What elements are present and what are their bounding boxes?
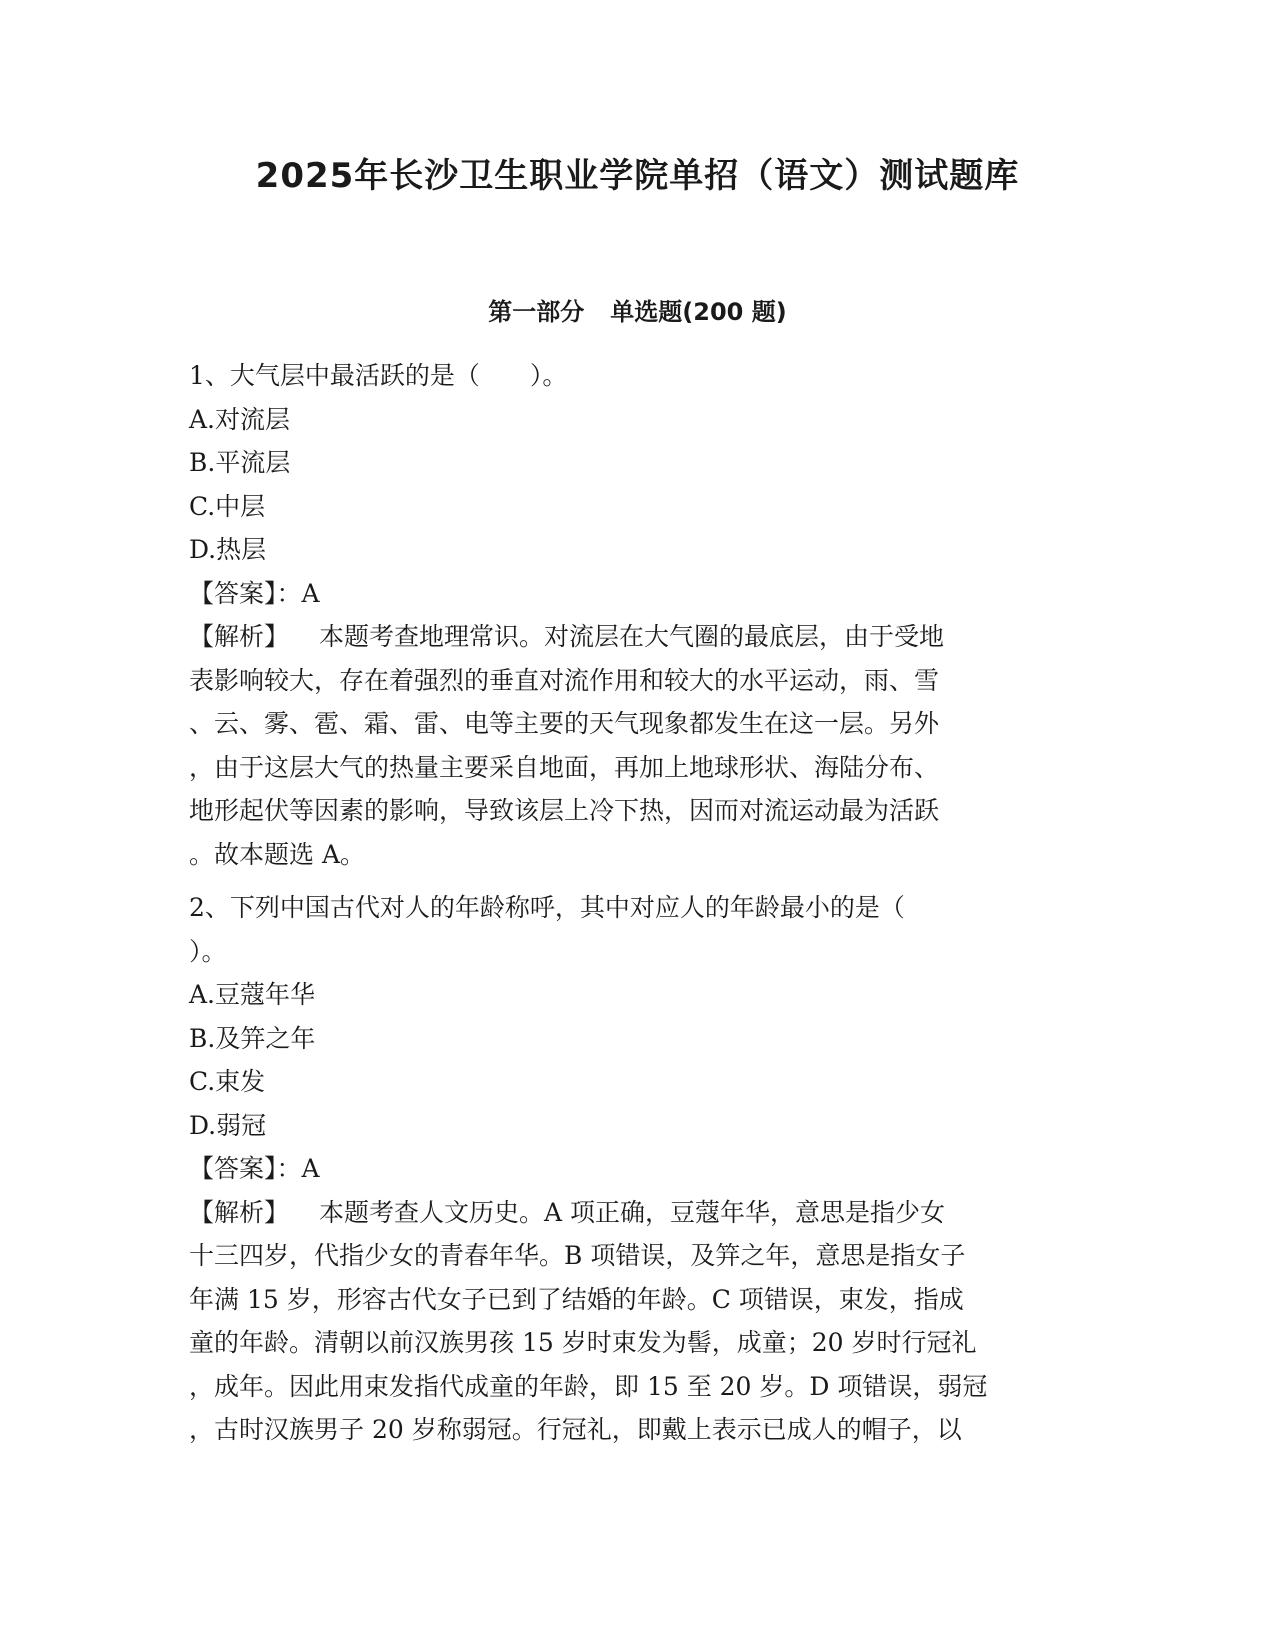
answer-label: 【答案】： xyxy=(189,1154,302,1183)
analysis-line: 表影响较大，存在着强烈的垂直对流作用和较大的水平运动，雨、雪 xyxy=(189,665,940,695)
analysis-line: 年满 15 岁，形容古代女子已到了结婚的年龄。C 项错误，束发，指成 xyxy=(189,1284,964,1314)
analysis-line: 、云、雾、雹、霜、雷、电等主要的天气现象都发生在这一层。另外 xyxy=(189,709,940,738)
analysis-line: 地形起伏等因素的影响，导致该层上冷下热，因而对流运动最为活跃 xyxy=(189,796,940,825)
analysis-line xyxy=(189,615,1089,659)
option-a: A.豆蔻年华 xyxy=(189,980,316,1009)
option-a: A.对流层 xyxy=(189,404,291,434)
question-stem: ）。 xyxy=(189,936,227,966)
option-b: B.及笄之年 xyxy=(189,1023,316,1053)
section-name: 单选题(200 题) xyxy=(610,298,787,326)
answer-line xyxy=(189,1147,1089,1191)
analysis-line: ，由于这层大气的热量主要采自地面，再加上地球形状、海陆分布、 xyxy=(189,752,940,782)
question-stem: 2、下列中国古代对人的年龄称呼，其中对应人的年龄最小的是（ xyxy=(189,893,905,922)
question-2 xyxy=(189,886,1089,1452)
section-label: 第一部分 xyxy=(488,298,585,326)
option-d: D.热层 xyxy=(189,535,267,564)
analysis-line: 十三四岁，代指少女的青春年华。B 项错误，及笄之年，意思是指女子 xyxy=(189,1241,966,1270)
option-c: C.束发 xyxy=(189,1067,266,1096)
answer-line xyxy=(189,572,1089,616)
answer-value: A xyxy=(301,578,320,608)
question-stem: 1、大气层中最活跃的是（ ）。 xyxy=(189,361,568,390)
analysis-line xyxy=(189,1191,1089,1235)
analysis-label: 【解析】 xyxy=(189,622,290,651)
option-d: D.弱冠 xyxy=(189,1110,267,1140)
answer-value: A xyxy=(301,1154,320,1183)
analysis-line: 童的年龄。清朝以前汉族男孩 15 岁时束发为髻，成童；20 岁时行冠礼 xyxy=(189,1328,977,1357)
analysis-text: 本题考查人文历史。A 项正确，豆蔻年华，意思是指少女 xyxy=(319,1197,946,1227)
question-list xyxy=(189,354,1089,1452)
document-title: 2025年长沙卫生职业学院单招（语文）测试题库 xyxy=(255,156,1020,196)
answer-label: 【答案】： xyxy=(189,578,302,608)
option-b: B.平流层 xyxy=(189,448,291,477)
analysis-line: ，成年。因此用束发指代成童的年龄，即 15 至 20 岁。D 项错误，弱冠 xyxy=(189,1371,988,1401)
question-1 xyxy=(189,354,1089,876)
analysis-label: 【解析】 xyxy=(189,1197,290,1227)
analysis-text: 本题考查地理常识。对流层在大气圈的最底层，由于受地 xyxy=(319,622,945,651)
analysis-line: ，古时汉族男子 20 岁称弱冠。行冠礼，即戴上表示已成人的帽子，以 xyxy=(189,1415,962,1444)
section-heading xyxy=(0,292,1275,327)
option-c: C.中层 xyxy=(189,491,266,521)
analysis-line: 。故本题选 A。 xyxy=(189,839,366,869)
